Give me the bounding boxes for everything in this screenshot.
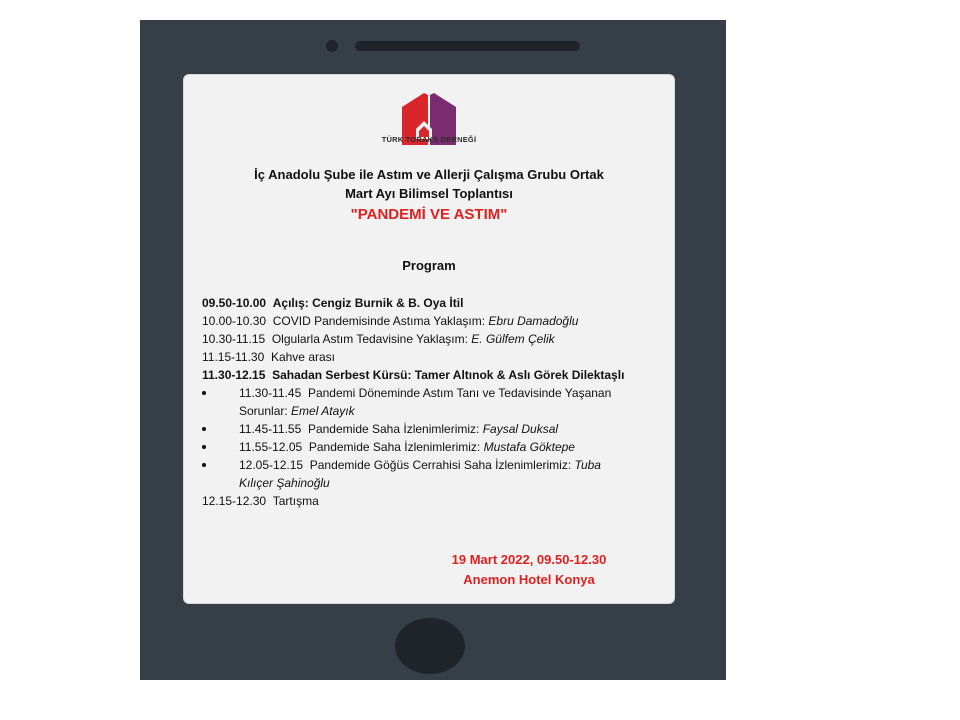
phone-frame: [140, 20, 726, 680]
speaker-slot: [355, 41, 580, 51]
program-row: 11.15-11.30 Kahve arası: [202, 350, 335, 364]
event-venue: Anemon Hotel Konya: [463, 572, 595, 587]
list-item: 11.45-11.55 Pandemide Saha İzlenimlerimiz: Faysal Duksal: [202, 420, 662, 438]
lungs-house-logo-icon: [394, 87, 464, 157]
bullet-icon: [202, 463, 206, 467]
list-item: 11.30-11.45 Pandemi Döneminde Astım Tanı ve Tedavisinde Yaşanan Sorunlar: Emel Atayık: [202, 384, 662, 420]
program-heading: Program: [402, 258, 456, 273]
event-date: 19 Mart 2022, 09.50-12.30: [451, 552, 607, 567]
phone-screen: [183, 74, 675, 604]
bullet-icon: [202, 391, 206, 395]
home-button[interactable]: [395, 618, 465, 674]
camera-icon: [326, 40, 338, 52]
program-row: 10.00-10.30 COVID Pandemisinde Astıma Yaklaşım: Ebru Damadoğlu: [202, 314, 579, 328]
bullet-icon: [202, 445, 206, 449]
header-line-1: İç Anadolu Şube ile Astım ve Allerji Çalışma Grubu Ortak: [254, 167, 604, 182]
program-row: 10.30-11.15 Olgularla Astım Tedavisine Yaklaşım: E. Gülfem Çelik: [202, 332, 555, 346]
list-item: 12.05-12.15 Pandemide Göğüs Cerrahisi Saha İzlenimlerimiz: Tuba Kılıçer Şahinoğlu: [202, 456, 662, 492]
header-line-2: Mart Ayı Bilimsel Toplantısı: [345, 186, 513, 201]
event-title: "PANDEMİ VE ASTIM": [350, 206, 508, 223]
bullet-icon: [202, 427, 206, 431]
program-list: [202, 294, 662, 510]
program-row: 11.30-12.15 Sahadan Serbest Kürsü: Tamer Altınok & Aslı Görek Dilektaşlı: [202, 368, 625, 382]
org-name: TÜRK TORAKS DERNEĞİ: [381, 135, 477, 144]
program-row: 09.50-10.00 Açılış: Cengiz Burnik & B. Oya İtil: [202, 296, 464, 310]
list-item: 11.55-12.05 Pandemide Saha İzlenimlerimiz: Mustafa Göktepe: [202, 438, 662, 456]
program-row: 12.15-12.30 Tartışma: [202, 494, 319, 508]
